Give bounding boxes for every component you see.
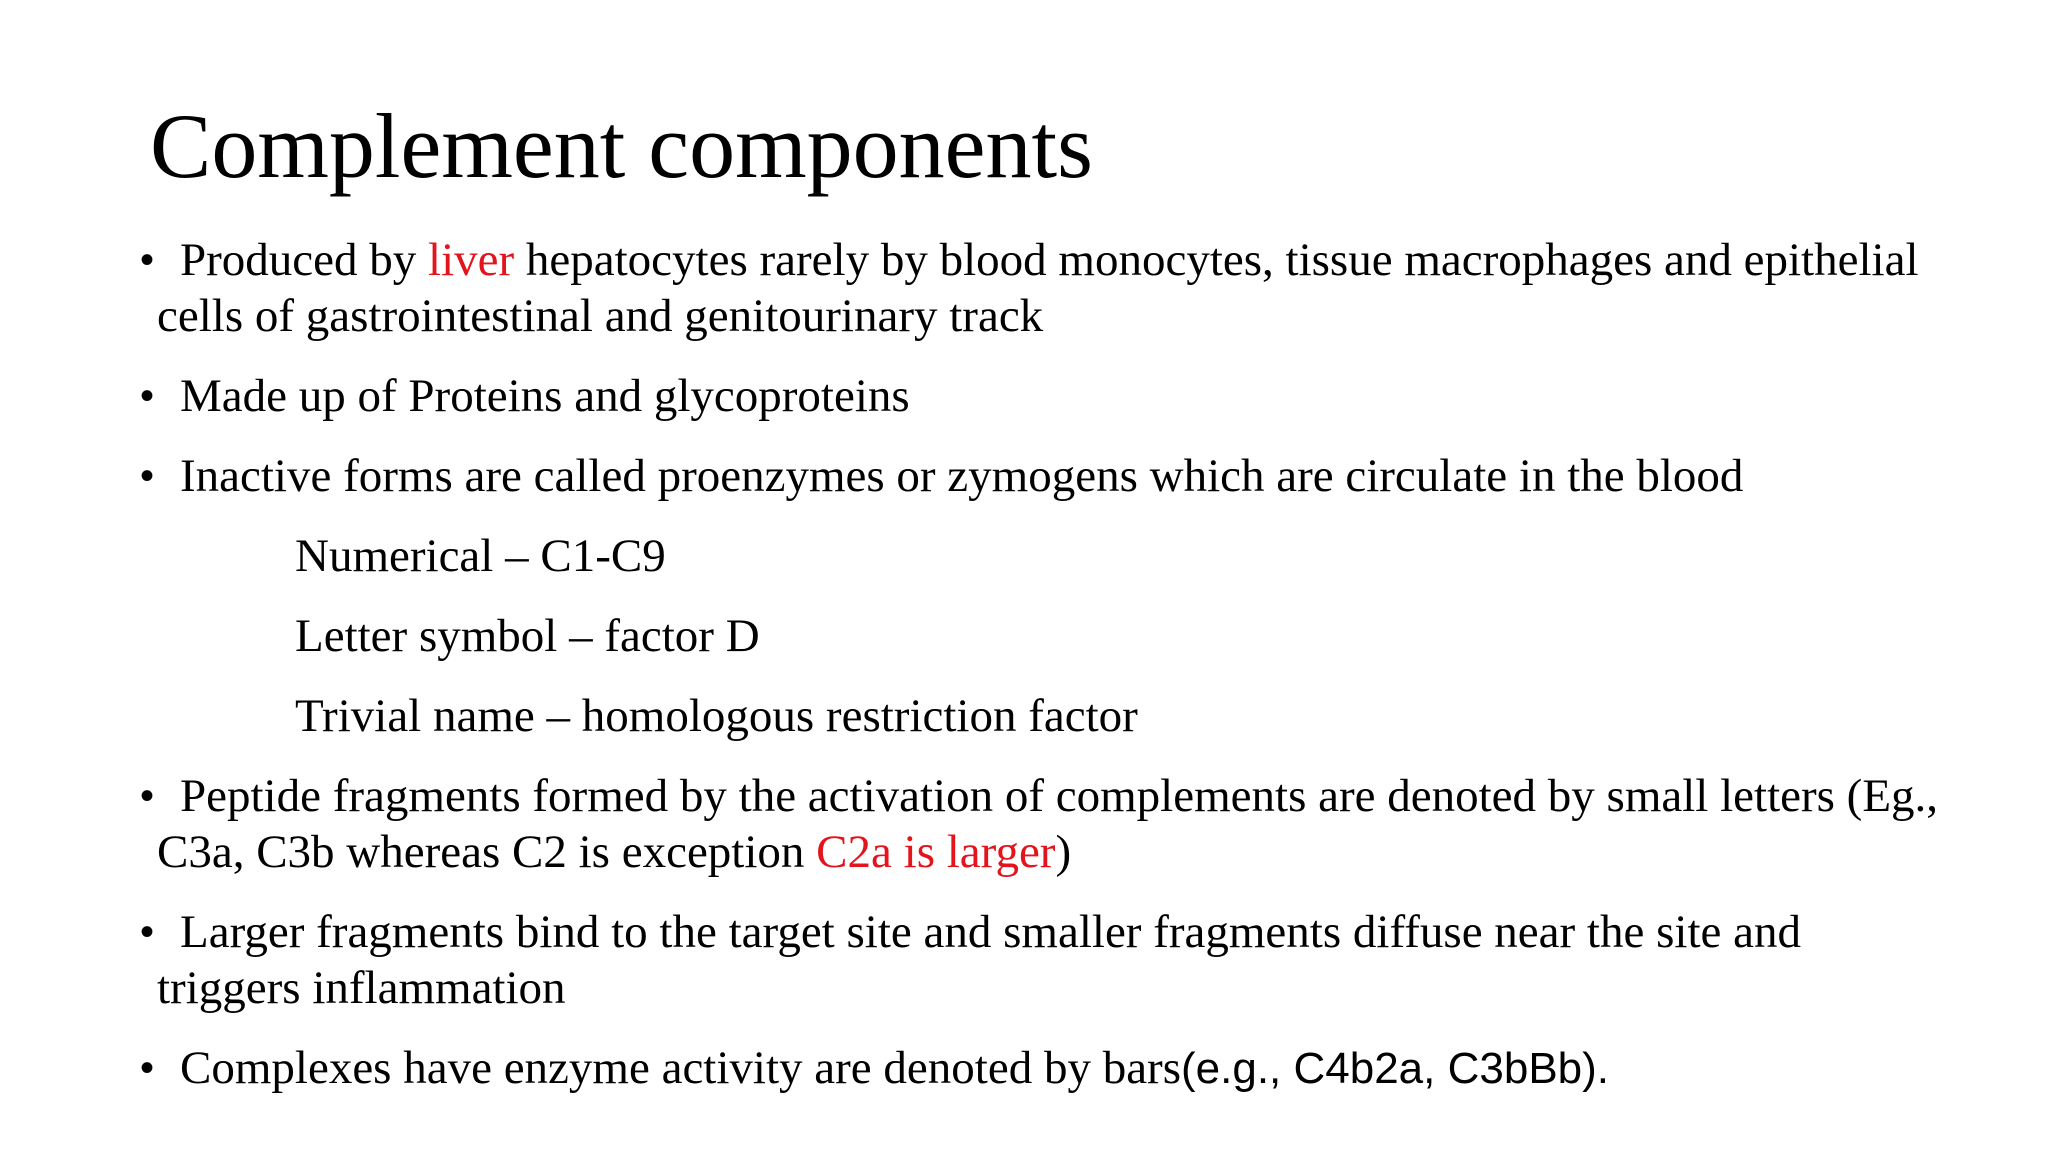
- bullet-text: Inactive forms are called proenzymes or zymogens which are circulate in the blood: [180, 450, 1744, 502]
- bullet-text-part: Peptide fragments formed by the activation of complements are denoted by small letters (Eg., C3a, C3b whereas C2 is exception: [157, 770, 1939, 878]
- bullet-text: [157, 232, 1940, 344]
- bullet-text: Made up of Proteins and glycoproteins: [180, 370, 910, 422]
- sub-item-numerical: Numerical – C1-C9: [295, 530, 666, 582]
- slide-body: [140, 232, 1940, 1121]
- bullet-item: [140, 232, 1940, 344]
- bullet-text-part: ): [1055, 826, 1072, 878]
- bullet-dot: •: [140, 238, 155, 282]
- bullet-item: [140, 904, 1940, 1016]
- sub-item-letter-symbol: Letter symbol – factor D: [295, 610, 760, 662]
- bullet-item: [140, 1040, 1940, 1097]
- complex-examples: (e.g., C4b2a, C3bBb).: [1181, 1044, 1610, 1093]
- bullet-dot: •: [140, 910, 155, 954]
- bullet-text: [157, 1040, 1940, 1097]
- bullet-text-part: hepatocytes rarely by blood monocytes, tissue macrophages and epithelial cells of gastrointestinal and genitourinary track: [157, 234, 1919, 342]
- sub-item-trivial-name: Trivial name – homologous restriction factor: [295, 690, 1138, 742]
- bullet-text-part: Produced by: [180, 234, 429, 286]
- bullet-item: [140, 768, 1940, 880]
- bullet-dot: •: [140, 374, 155, 418]
- bullet-dot: •: [140, 774, 155, 818]
- bullet-dot: •: [140, 1046, 155, 1090]
- bullet-item: [140, 448, 1940, 504]
- highlight-liver: liver: [428, 234, 515, 286]
- bullet-item: [140, 368, 1940, 424]
- highlight-c2a-larger: C2a is larger: [816, 826, 1056, 878]
- bullet-text: Larger fragments bind to the target site and smaller fragments diffuse near the site and triggers inflammation: [157, 906, 1801, 1014]
- bullet-text-part: Complexes have enzyme activity are denoted by bars: [180, 1042, 1181, 1094]
- bullet-dot: •: [140, 454, 155, 498]
- bullet-text: [157, 768, 1940, 880]
- slide-title: Complement components: [150, 95, 1093, 197]
